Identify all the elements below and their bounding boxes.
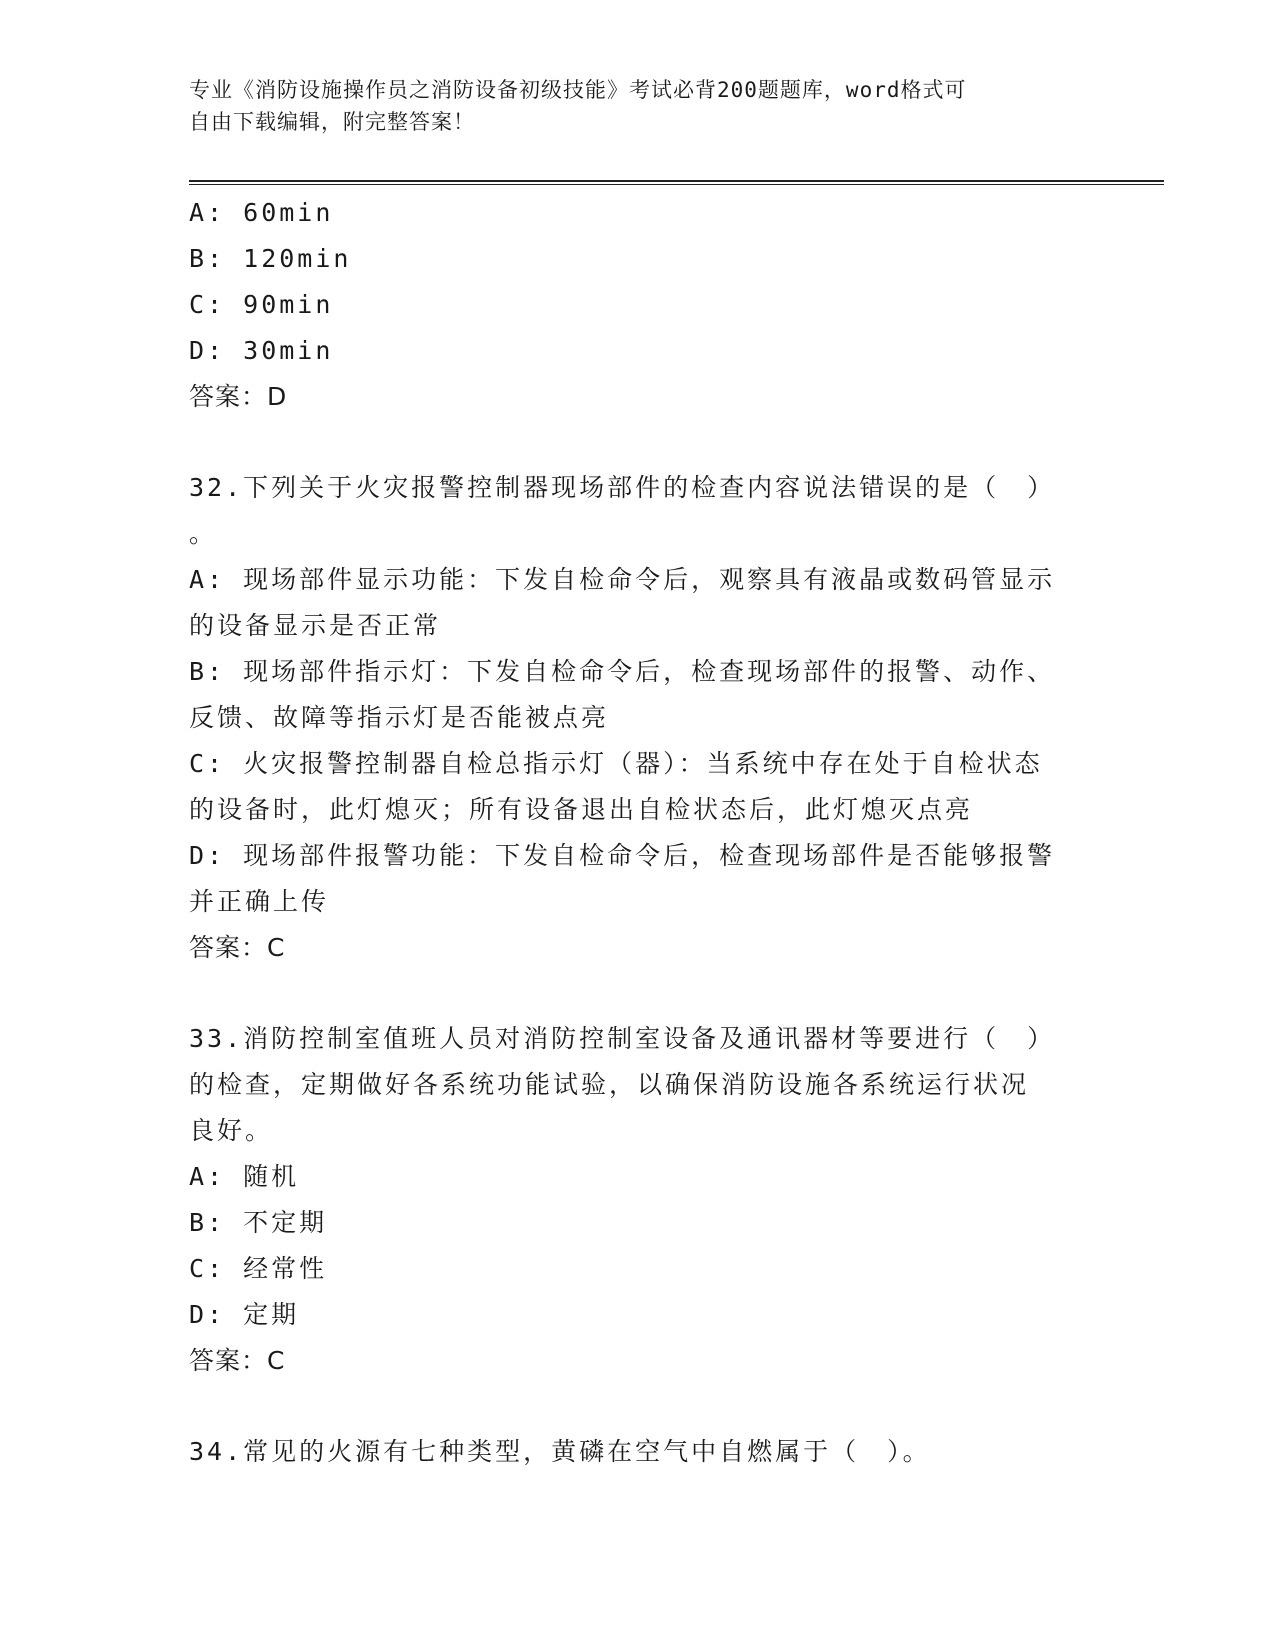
option-a: A: 现场部件显示功能：下发自检命令后，观察具有液晶或数码管显示 (189, 565, 1056, 594)
question-34 (189, 1429, 1089, 1475)
option-b: B: 现场部件指示灯：下发自检命令后，检查现场部件的报警、动作、 (189, 657, 1056, 686)
question-stem-line: 。 (189, 519, 218, 548)
answer-line: 答案：C (189, 933, 286, 962)
header-line-2: 自由下载编辑，附完整答案！ (189, 110, 475, 134)
question-stem-line: 的检查，定期做好各系统功能试验，以确保消防设施各系统运行状况 (189, 1070, 1030, 1099)
option-a: A: 随机 (189, 1162, 300, 1191)
answer-line: 答案：C (189, 1346, 286, 1375)
question-stem-line: 33.消防控制室值班人员对消防控制室设备及通讯器材等要进行（ ） (189, 1024, 1056, 1053)
question-stem-line: 32.下列关于火灾报警控制器现场部件的检查内容说法错误的是（ ） (189, 473, 1056, 502)
option-d: D: 定期 (189, 1300, 300, 1329)
question-32 (189, 465, 1089, 971)
option-a-continued: 的设备显示是否正常 (189, 611, 442, 640)
header-divider-thick (189, 180, 1164, 182)
answer-line: 答案：D (189, 382, 288, 411)
question-31 (189, 190, 1089, 420)
question-list (189, 190, 1089, 1475)
question-stem-line: 34.常见的火源有七种类型，黄磷在空气中自燃属于（ ）。 (189, 1437, 931, 1466)
option-c-continued: 的设备时，此灯熄灭；所有设备退出自检状态后，此灯熄灭点亮 (189, 795, 974, 824)
option-d: D: 30min (189, 336, 334, 365)
header-line-1: 专业《消防设施操作员之消防设备初级技能》考试必背200题题库，word格式可 (189, 78, 967, 102)
option-c: C: 火灾报警控制器自检总指示灯（器）：当系统中存在处于自检状态 (189, 749, 1043, 778)
option-d: D: 现场部件报警功能：下发自检命令后，检查现场部件是否能够报警 (189, 841, 1056, 870)
question-33 (189, 1016, 1089, 1384)
option-b: B: 不定期 (189, 1208, 328, 1237)
question-stem-line: 良好。 (189, 1116, 274, 1145)
option-b: B: 120min (189, 244, 352, 273)
option-a: A: 60min (189, 198, 334, 227)
option-d-continued: 并正确上传 (189, 887, 330, 916)
option-c: C: 经常性 (189, 1254, 328, 1283)
document-header (189, 74, 1089, 138)
option-b-continued: 反馈、故障等指示灯是否能被点亮 (189, 703, 610, 732)
option-c: C: 90min (189, 290, 334, 319)
header-divider-thin (189, 184, 1164, 185)
